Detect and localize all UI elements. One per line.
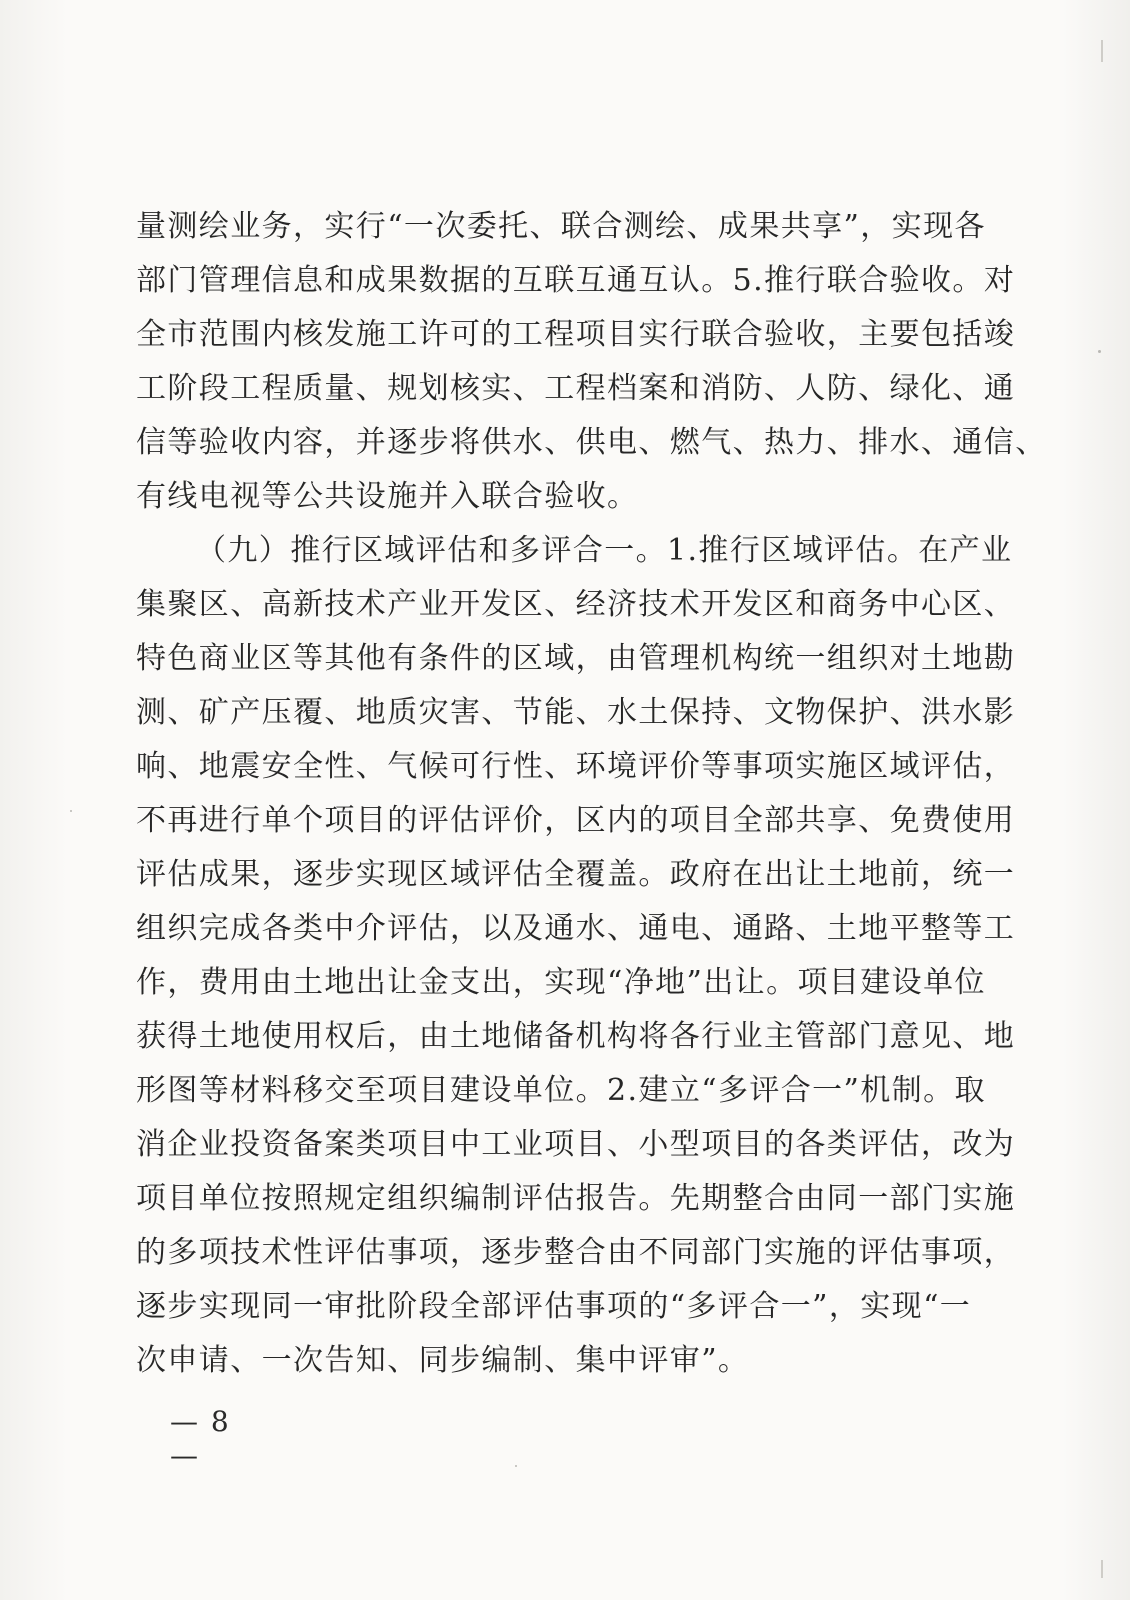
text-line: 项目单位按照规定组织编制评估报告。先期整合由同一部门实施 xyxy=(136,1181,1016,1216)
text-line: 组织完成各类中介评估，以及通水、通电、通路、土地平整等工 xyxy=(136,911,1016,946)
scan-speck xyxy=(1098,350,1101,353)
scan-edge-mark xyxy=(1101,40,1103,62)
scan-edge-mark xyxy=(1101,1560,1103,1578)
text-line: 特色商业区等其他有条件的区域，由管理机构统一组织对土地勘 xyxy=(136,641,1016,676)
page-number: — 8 — xyxy=(170,1405,231,1472)
text-line: 全市范围内核发施工许可的工程项目实行联合验收，主要包括竣 xyxy=(136,317,1016,352)
text-line: 获得土地使用权后，由土地储备机构将各行业主管部门意见、地 xyxy=(136,1019,1016,1054)
text-line: 作，费用由土地出让金支出，实现“净地”出让。项目建设单位 xyxy=(136,965,986,1000)
text-line: 逐步实现同一审批阶段全部评估事项的“多评合一”，实现“一 xyxy=(136,1289,972,1324)
paragraph-start-line: （九）推行区域评估和多评合一。1.推行区域评估。在产业 xyxy=(196,533,1013,568)
text-line: 的多项技术性评估事项，逐步整合由不同部门实施的评估事项， xyxy=(136,1235,1016,1270)
text-line: 集聚区、高新技术产业开发区、经济技术开发区和商务中心区、 xyxy=(136,587,1016,622)
text-line: 消企业投资备案类项目中工业项目、小型项目的各类评估，改为 xyxy=(136,1127,1016,1162)
text-line: 响、地震安全性、气候可行性、环境评价等事项实施区域评估， xyxy=(136,749,1016,784)
text-line: 工阶段工程质量、规划核实、工程档案和消防、人防、绿化、通 xyxy=(136,371,1016,406)
text-line: 测、矿产压覆、地质灾害、节能、水土保持、文物保护、洪水影 xyxy=(136,695,1016,730)
text-line: 有线电视等公共设施并入联合验收。 xyxy=(136,479,639,514)
scan-speck xyxy=(515,1465,517,1467)
text-line: 部门管理信息和成果数据的互联互通互认。5.推行联合验收。对 xyxy=(136,263,1016,298)
text-line: 形图等材料移交至项目建设单位。2.建立“多评合一”机制。取 xyxy=(136,1073,986,1108)
scan-speck xyxy=(70,810,72,812)
text-line: 不再进行单个项目的评估评价，区内的项目全部共享、免费使用 xyxy=(136,803,1016,838)
text-line: 量测绘业务，实行“一次委托、联合测绘、成果共享”，实现各 xyxy=(136,209,986,244)
text-line: 评估成果，逐步实现区域评估全覆盖。政府在出让土地前，统一 xyxy=(136,857,1016,892)
text-line: 信等验收内容，并逐步将供水、供电、燃气、热力、排水、通信、 xyxy=(136,425,1047,460)
text-line: 次申请、一次告知、同步编制、集中评审”。 xyxy=(136,1343,750,1378)
